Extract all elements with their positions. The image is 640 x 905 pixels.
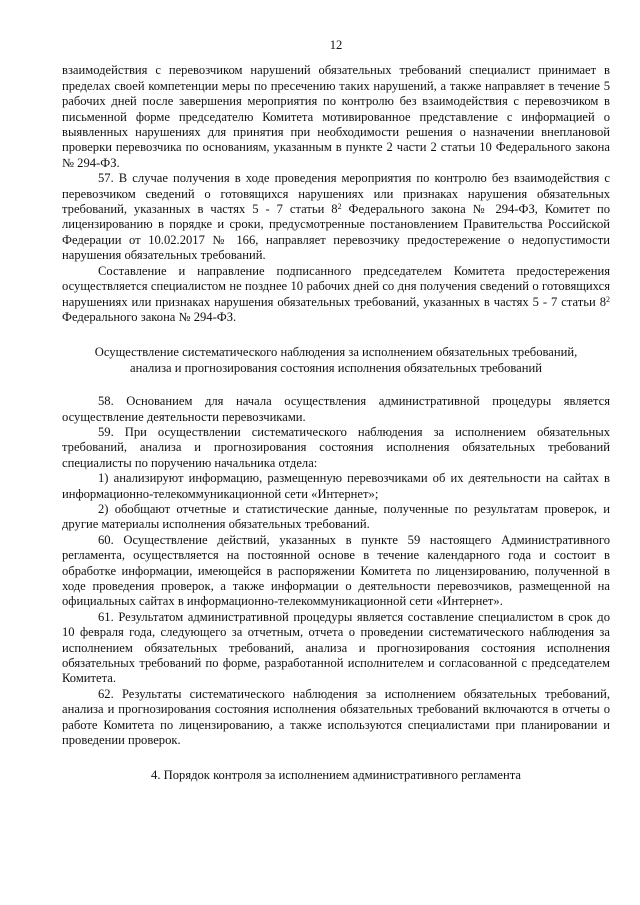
paragraph-59: 59. При осуществлении систематического наблюдения за исполнением обязательных требований, анализа и прогнозирования состояния исполнения обязательных требований специалисты по поручению начальника отдела: — [62, 424, 610, 470]
superscript: 2 — [337, 202, 342, 212]
paragraph-continuation: взаимодействия с перевозчиком нарушений обязательных требований специалист принимает в пределах своей компетенции меры по пресечению таких нарушений, а также направляет в течение 5 рабочих дней после завершения мероприятия по контролю без взаимодействия с перевозчиком в письменной форме председателю Комитета мотивированное представление с информацией о выявленных нарушениях для принятия при необходимости решения о назначении внеплановой проверки перевозчика по основаниям, указанным в пункте 2 части 2 статьи 10 Федерального закона № 294-ФЗ. — [62, 63, 610, 170]
paragraph-57-text-b: Федерального закона № 294-ФЗ, Комитет по лицензированию в порядке и сроки, предусмотренные постановлением Правительства Российской Федерации от 10.02.2017 № 166, направляет перевозчику предостережение о недопустимости нарушения обязательных требований. — [62, 202, 610, 263]
paragraph-61: 61. Результатом административной процедуры является составление специалистом в срок до 10 февраля года, следующего за отчетным, отчета о проведении систематического наблюдения за исполнением обязательных требований, анализа и прогнозирования состояния исполнения обязательных требований по форме, разработанной исполнителем и согласованной с председателем Комитета. — [62, 609, 610, 686]
subsection-heading-line-2: анализа и прогнозирования состояния исполнения обязательных требований — [130, 360, 542, 375]
subsection-heading-line-1: Осуществление систематического наблюдения за исполнением обязательных требований, — [94, 345, 578, 360]
subsection-heading — [62, 345, 610, 376]
paragraph-warning-text-b: Федерального закона № 294-ФЗ. — [62, 309, 237, 324]
list-item-2: 2) обобщают отчетные и статистические данные, полученные по результатам проверок, и другие материалы исполнения обязательных требований. — [62, 501, 610, 532]
paragraph-58: 58. Основанием для начала осуществления административной процедуры является осуществление деятельности перевозчиками. — [62, 394, 610, 424]
paragraph-60: 60. Осуществление действий, указанных в пункте 59 настоящего Административного регламента, осуществляется на постоянной основе в течение календарного года и состоит в обработке информации, имеющейся в распоряжении Комитета по лицензированию, полученной в ходе проведения проверок, а также информации о деятельности перевозчиков, размещенной на официальных сайтах в информационно-телекоммуникационной сети «Интернет». — [62, 532, 610, 609]
paragraph-57-text-a: 57. В случае получения в ходе проведения мероприятия по контролю без взаимодействия с перевозчиком сведений о готовящихся нарушениях или признаках нарушения обязательных требований, указанных в частях 5 - 7 статьи 8 — [62, 171, 610, 217]
paragraph-62: 62. Результаты систематического наблюдения за исполнением обязательных требований, анализа и прогнозирования состояния исполнения обязательных требований включаются в отчеты о работе Комитета по лицензированию, а также используются специалистами при планировании и проведении проверок. — [62, 686, 610, 748]
paragraph-57 — [62, 171, 610, 263]
page-number: 12 — [329, 38, 343, 52]
paragraph-warning-text-a: Составление и направление подписанного председателем Комитета предостережения осуществляется специалистом не позднее 10 рабочих дней со дня получения сведений о готовящихся нарушениях или признаках нарушения обязательных требований, указанных в частях 5 - 7 статьи 8 — [62, 263, 610, 309]
paragraph-warning — [62, 264, 610, 326]
list-item-1: 1) анализируют информацию, размещенную перевозчиками об их деятельности на сайтах в информационно-телекоммуникационной сети «Интернет»; — [62, 471, 610, 501]
section-heading: 4. Порядок контроля за исполнением административного регламента — [151, 768, 521, 783]
superscript: 2 — [606, 294, 610, 304]
